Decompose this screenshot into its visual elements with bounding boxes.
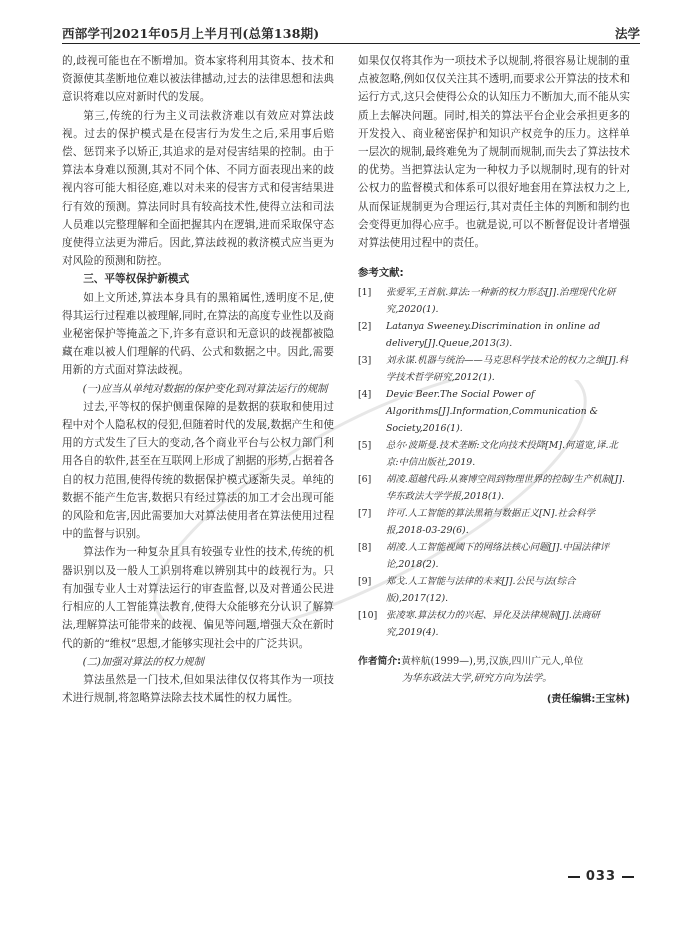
left-column xyxy=(62,52,334,752)
page-number xyxy=(562,869,640,884)
reference-text: 胡凌.超越代码:从赛博空间到物理世界的控制/生产机制[J].华东政法大学学报,2018(1). xyxy=(386,474,625,503)
page-header xyxy=(62,22,640,44)
header-rule xyxy=(62,43,640,44)
reference-text: 许可.人工智能的算法黑箱与数据正义[N].社会科学报,2018-03-29(6). xyxy=(386,508,595,537)
reference-number: [10] xyxy=(358,610,378,622)
reference-text: 总尔·波斯曼.技术垄断:文化向技术投降[M].何道宽,译.北京:中信出版社,2019. xyxy=(386,440,618,469)
reference-number: [7] xyxy=(358,508,372,520)
reference-item xyxy=(358,471,630,505)
responsible-editor: (责任编辑:王宝林) xyxy=(546,694,630,706)
section-heading: 三、平等权保护新模式 xyxy=(83,273,190,286)
paragraph: 过去,平等权的保护侧重保障的是数据的获取和使用过程中对个人隐私权的侵犯,但随着时代的发展,数据产生和使用的方式发生了巨大的变动,各个商业平台与公权力部门利用各自的软件,甚至在互联网上形成了割据的形势,占据着各自的权力范围,使得传统的数据保护模式逐渐失灵。单纯的数据不能产生危害,数据只有经过算法的加工才会出现可能的风险和危害,因此需要加大对算法使用者在算法使用过程中的监督与识别。 xyxy=(62,400,334,541)
references-list xyxy=(358,284,630,641)
reference-item xyxy=(358,352,630,386)
reference-number: [4] xyxy=(358,389,372,401)
paragraph: 的,歧视可能也在不断增加。资本家将利用其资本、技术和资源使其垄断地位难以被法律撼动,过去的法律思想和法典意识将难以应对新时代的发展。 xyxy=(62,55,334,104)
reference-item xyxy=(358,318,630,352)
reference-number: [6] xyxy=(358,474,372,486)
page-number-dash-left xyxy=(568,876,580,878)
journal-title: 西部学刊2021年05月上半月刊(总第138期) xyxy=(62,26,320,41)
reference-item xyxy=(358,573,630,607)
reference-text: 刘永谋.机器与统治——马克思科学技术论的权力之维[J].科学技术哲学研究,2012(1). xyxy=(386,355,629,384)
reference-item xyxy=(358,386,630,437)
reference-text: Latanya Sweeney.Discrimination in online ad delivery[J].Queue,2013(3). xyxy=(386,321,601,350)
author-line1: 黄梓航(1999—),男,汉族,四川广元人,单位 xyxy=(401,656,584,668)
reference-text: 郑戈.人工智能与法律的未来[J].公民与法(综合版),2017(12). xyxy=(386,576,576,605)
reference-number: [8] xyxy=(358,542,372,554)
subsection-heading: (一)应当从单纯对数据的保护变化到对算法运行的规制 xyxy=(82,382,328,395)
reference-text: 胡凌.人工智能视阈下的网络法核心问题[J].中国法律评论,2018(2). xyxy=(386,542,610,571)
reference-item xyxy=(358,607,630,641)
paragraph: 如上文所述,算法本身具有的黑箱属性,透明度不足,使得其运行过程难以被理解,同时,在算法的高度专业性以及商业秘密保护等掩盖之下,许多有意识和无意识的歧视都被隐藏在难以被人们理解的代码、公式和数据之中。因此,需要用新的方式面对算法歧视。 xyxy=(62,291,334,377)
reference-number: [9] xyxy=(358,576,372,588)
paragraph: 算法作为一种复杂且具有较强专业性的技术,传统的机器识别以及一般人工识别将难以辨别其中的歧视行为。只有加强专业人士对算法运行的审查监督,以及对普通公民进行相应的人工智能算法教育,使得大众能够充分认识了解算法,理解算法可能带来的歧视、偏见等问题,增强大众在新时代的新的“维权”思想,才能够实现社会中的广泛共识。 xyxy=(62,546,334,650)
page-number-value: 033 xyxy=(585,869,616,884)
reference-text: 张爱军,王首航.算法:一种新的权力形态[J].治理现代化研究,2020(1). xyxy=(386,287,616,316)
reference-item xyxy=(358,437,630,471)
paragraph: 第三,传统的行为主义司法救济难以有效应对算法歧视。过去的保护模式是在侵害行为发生之后,采用事后赔偿、惩罚来予以矫正,其追求的是对侵害结果的控制。由于算法本身难以预测,其对不同个体、不同方面表现出来的歧视内容可能大相径庭,难以对未来的侵害方式和侵害结果进行有效的预测。算法同时具有较高技术性,使得立法和司法人员难以完整理解和全面把握其内在逻辑,进而采取保守态度使得立法更为滞后。因此,算法歧视的救济模式应当更为对风险的预测和防控。 xyxy=(62,109,334,268)
reference-number: [1] xyxy=(358,287,372,299)
right-column xyxy=(358,52,630,752)
reference-item xyxy=(358,539,630,573)
section-label: 法学 xyxy=(614,26,640,41)
reference-item xyxy=(358,505,630,539)
reference-text: Devic Beer.The Social Power of Algorithms[J].Information,Communication & Society,2016(1). xyxy=(386,389,598,435)
reference-item xyxy=(358,284,630,318)
reference-number: [2] xyxy=(358,321,372,333)
paragraph: 算法虽然是一门技术,但如果法律仅仅将其作为一项技术进行规制,将忽略算法除去技术属性的权力属性。 xyxy=(62,673,334,705)
reference-text: 张凌寒.算法权力的兴起、异化及法律规制[J].法商研究,2019(4). xyxy=(386,610,600,639)
reference-number: [5] xyxy=(358,440,372,452)
reference-number: [3] xyxy=(358,355,372,367)
paragraph: 如果仅仅将其作为一项技术予以规制,将很容易让规制的重点被忽略,例如仅仅关注其不透明,而要求公开算法的技术和运行方式,这只会使得公众的认知压力不断加大,而不能从实质上去解决问题。同时,相关的算法平台企业会承担更多的开发投入、商业秘密保护和知识产权竞争的压力。这样单一层次的规制,最终难免为了规制而规制,而失去了算法技术的优势。当把算法认定为一种权力予以规制时,现有的针对公权力的监督模式和体系可以很好地套用在算法权力之上,从而保证规制更为合理运行,其对责任主体的判断和制约也会变得更加得心应手。也就是说,可以不断督促设计者增强对算法使用过程中的责任。 xyxy=(358,55,630,250)
author-bio xyxy=(358,653,630,687)
right-column-body xyxy=(358,52,630,252)
references-title: 参考文献: xyxy=(358,267,404,280)
author-label: 作者简介: xyxy=(358,656,402,668)
subsection-heading: (二)加强对算法的权力规制 xyxy=(82,655,204,668)
page-number-dash-right xyxy=(622,876,634,878)
author-line2: 为华东政法大学,研究方向为法学。 xyxy=(402,673,553,685)
